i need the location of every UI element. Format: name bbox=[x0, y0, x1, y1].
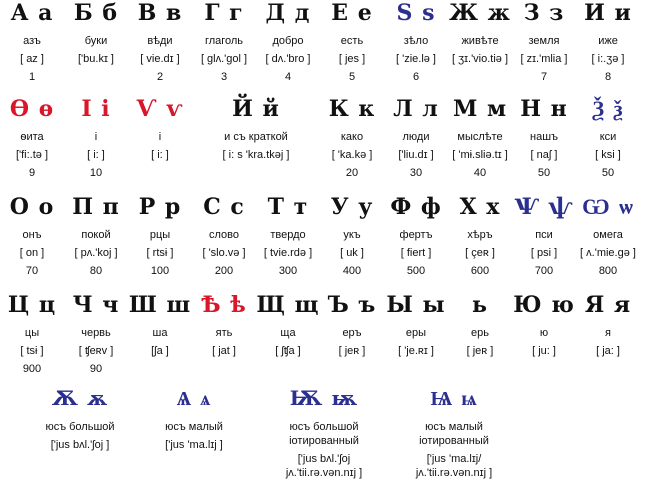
letter-pronunciation: [ tvie.rdə ] bbox=[263, 247, 313, 259]
letter-glyph: Т т bbox=[267, 194, 309, 220]
letter-pronunciation: [ fiert ] bbox=[400, 247, 432, 259]
letter-glyph: А а bbox=[10, 0, 54, 26]
letter-pronunciation: [ jeʀ ] bbox=[466, 345, 494, 357]
letter-glyph: Ѧ ѧ bbox=[176, 386, 212, 410]
letter-pronunciation: [ʃa ] bbox=[151, 345, 169, 357]
letter-pronunciation-line-2: jʌ.'tii.rə.vən.nɪj ] bbox=[415, 467, 493, 479]
letter-numeric-value: 7 bbox=[540, 71, 548, 83]
letter-glyph: З з bbox=[523, 0, 565, 26]
letter-cell bbox=[394, 386, 514, 480]
letter-pronunciation: [ ksi ] bbox=[595, 149, 621, 161]
yus-letters-row bbox=[0, 386, 668, 501]
letter-glyph: Б б bbox=[73, 0, 119, 26]
letter-pronunciation: [ ʒɪ.'vio.tiə ] bbox=[451, 53, 509, 65]
letter-cell bbox=[64, 194, 128, 278]
letter-pronunciation: [ 'mɨ.sliə.tɪ ] bbox=[452, 149, 508, 161]
letter-name: твердо bbox=[270, 229, 306, 241]
letter-glyph: Ѵ ѵ bbox=[136, 96, 184, 122]
letter-cell bbox=[128, 0, 192, 84]
letter-numeric-value: 90 bbox=[89, 363, 103, 375]
letter-cell bbox=[64, 0, 128, 70]
alphabet-row bbox=[0, 194, 668, 290]
letter-numeric-value: 80 bbox=[89, 265, 103, 277]
letter-pronunciation: [ i: ] bbox=[87, 149, 105, 161]
letter-glyph: Ъ ъ bbox=[327, 292, 377, 318]
letter-numeric-value: 8 bbox=[604, 71, 612, 83]
letter-glyph: Ф ф bbox=[390, 194, 442, 220]
letter-glyph: В в bbox=[137, 0, 183, 26]
letter-cell bbox=[192, 194, 256, 278]
letter-cell bbox=[384, 292, 448, 362]
letter-pronunciation: [ jes ] bbox=[338, 53, 366, 65]
letter-name: и съ краткой bbox=[224, 131, 288, 143]
letter-cell bbox=[256, 0, 320, 84]
letter-cell bbox=[0, 96, 64, 180]
letter-name: і bbox=[158, 131, 162, 143]
letter-glyph: Й й bbox=[232, 96, 280, 122]
letter-cell bbox=[512, 194, 576, 278]
letter-cell bbox=[320, 194, 384, 278]
letter-pronunciation: [ dʌ.'bro ] bbox=[265, 53, 311, 65]
letter-cell bbox=[512, 0, 576, 84]
letter-name: како bbox=[340, 131, 364, 143]
letter-pronunciation: [ vie.dɪ ] bbox=[140, 53, 180, 65]
letter-pronunciation: [ 'slo.və ] bbox=[202, 247, 246, 259]
letter-name: еръ bbox=[342, 327, 362, 339]
letter-name: фертъ bbox=[399, 229, 433, 241]
letter-name: вѣди bbox=[147, 35, 173, 47]
letter-numeric-value: 700 bbox=[534, 265, 554, 277]
letter-cell bbox=[256, 194, 320, 278]
letter-cell bbox=[512, 96, 576, 180]
letter-glyph: Н н bbox=[520, 96, 568, 122]
letter-pronunciation: [ ja: ] bbox=[596, 345, 620, 357]
letter-name: ща bbox=[280, 327, 296, 339]
letter-pronunciation: [ ju: ] bbox=[532, 345, 556, 357]
letter-pronunciation: [ 'ka.kə ] bbox=[331, 149, 373, 161]
letter-glyph: К к bbox=[328, 96, 376, 122]
letter-cell bbox=[576, 96, 640, 180]
letter-numeric-value: 10 bbox=[89, 167, 103, 179]
letter-glyph: Е е bbox=[331, 0, 373, 26]
letter-cell bbox=[384, 0, 448, 84]
letter-cell bbox=[64, 96, 128, 180]
letter-pronunciation: [ rtsɨ ] bbox=[146, 247, 174, 259]
letter-cell bbox=[192, 96, 320, 166]
letter-name: кси bbox=[599, 131, 617, 143]
letter-numeric-value: 5 bbox=[348, 71, 356, 83]
letter-cell bbox=[320, 292, 384, 362]
letter-numeric-value: 2 bbox=[156, 71, 164, 83]
letter-pronunciation: [ i: ] bbox=[151, 149, 169, 161]
letter-pronunciation: [ jat ] bbox=[212, 345, 236, 357]
letter-pronunciation: ['liu.dɪ ] bbox=[398, 149, 434, 161]
letter-pronunciation: [ ʃʧa ] bbox=[275, 345, 301, 357]
alphabet-row bbox=[0, 292, 668, 388]
letter-numeric-value: 300 bbox=[278, 265, 298, 277]
letter-name: хѣръ bbox=[467, 229, 493, 241]
letter-name: ѳита bbox=[20, 131, 44, 143]
letter-glyph: Ѭ ѭ bbox=[289, 386, 359, 410]
letter-name: онъ bbox=[22, 229, 42, 241]
letter-name: юсъ малый bbox=[165, 421, 223, 433]
letter-cell bbox=[264, 386, 384, 480]
letter-name: рцы bbox=[149, 229, 171, 241]
letter-pronunciation: [ 'zie.lə ] bbox=[395, 53, 436, 65]
letter-cell bbox=[576, 194, 640, 278]
letter-numeric-value: 50 bbox=[601, 167, 615, 179]
alphabet-row bbox=[0, 0, 668, 96]
letter-pronunciation-line-2: jʌ.'tii.rə.vən.nɪj ] bbox=[285, 467, 363, 479]
letter-name: я bbox=[605, 327, 611, 339]
letter-numeric-value: 30 bbox=[409, 167, 423, 179]
letter-numeric-value: 70 bbox=[25, 265, 39, 277]
letter-name: цы bbox=[24, 327, 40, 339]
letter-pronunciation: ['jus 'ma.lɪj/ bbox=[426, 453, 482, 465]
letter-glyph: Ы ы bbox=[386, 292, 446, 318]
letter-name: юсъ большой bbox=[45, 421, 115, 433]
letter-numeric-value: 4 bbox=[284, 71, 292, 83]
letter-name-line-2: іотированный bbox=[289, 435, 359, 447]
letter-glyph: І і bbox=[81, 96, 111, 122]
letter-numeric-value: 600 bbox=[470, 265, 490, 277]
letter-cell bbox=[20, 386, 140, 452]
letter-glyph: Ѱ ѱ bbox=[514, 194, 574, 220]
letter-cell bbox=[512, 292, 576, 362]
letter-pronunciation: ['jus bʌl.'ʃoj bbox=[297, 453, 351, 465]
letter-numeric-value: 6 bbox=[412, 71, 420, 83]
letter-cell bbox=[384, 96, 448, 180]
letter-pronunciation: [ i:.ʒə ] bbox=[591, 53, 625, 65]
letter-glyph: П п bbox=[72, 194, 120, 220]
letter-cell bbox=[192, 0, 256, 84]
letter-numeric-value: 500 bbox=[406, 265, 426, 277]
alphabet-row bbox=[0, 96, 668, 192]
letter-pronunciation: [ 'je.ʀɪ ] bbox=[398, 345, 434, 357]
letter-pronunciation: [ jeʀ ] bbox=[338, 345, 366, 357]
letter-glyph: О о bbox=[9, 194, 55, 220]
letter-glyph: С с bbox=[203, 194, 245, 220]
letter-cell bbox=[576, 0, 640, 84]
letter-glyph: Ѩ ѩ bbox=[430, 386, 478, 410]
letter-pronunciation: [ çeʀ ] bbox=[465, 247, 495, 259]
letter-glyph: Г г bbox=[204, 0, 244, 26]
letter-name: добро bbox=[272, 35, 304, 47]
letter-glyph: Ш ш bbox=[128, 292, 192, 318]
letter-pronunciation: ['jus bʌl.'ʃoj ] bbox=[50, 439, 110, 451]
letter-name: глаголь bbox=[204, 35, 244, 47]
letter-numeric-value: 1 bbox=[28, 71, 36, 83]
letter-name: пси bbox=[535, 229, 553, 241]
letter-cell bbox=[448, 96, 512, 180]
letter-name: есть bbox=[340, 35, 364, 47]
letter-pronunciation: ['fi:.tə ] bbox=[15, 149, 49, 161]
letter-cell bbox=[576, 292, 640, 362]
letter-cell bbox=[448, 194, 512, 278]
letter-name: мыслѣте bbox=[457, 131, 503, 143]
letter-glyph: Ѳ ѳ bbox=[9, 96, 55, 122]
letter-name: ять bbox=[215, 327, 233, 339]
letter-cell bbox=[0, 0, 64, 84]
letter-name: земля bbox=[528, 35, 560, 47]
letter-glyph: Х х bbox=[459, 194, 501, 220]
letter-cell bbox=[384, 194, 448, 278]
letter-numeric-value: 900 bbox=[22, 363, 42, 375]
letter-glyph: Ѣ ѣ bbox=[201, 292, 247, 318]
letter-glyph: Я я bbox=[584, 292, 632, 318]
letter-name: і bbox=[94, 131, 98, 143]
letter-numeric-value: 800 bbox=[598, 265, 618, 277]
letter-name: омега bbox=[593, 229, 623, 241]
letter-name: ша bbox=[152, 327, 168, 339]
letter-pronunciation: [ uk ] bbox=[340, 247, 364, 259]
letter-pronunciation: [ zɪ.'mlia ] bbox=[520, 53, 568, 65]
letter-glyph: Л л bbox=[393, 96, 439, 122]
letter-cell bbox=[256, 292, 320, 362]
letter-pronunciation: [ ʧeʀv ] bbox=[78, 345, 114, 357]
letter-name: ю bbox=[539, 327, 549, 339]
letter-numeric-value: 100 bbox=[150, 265, 170, 277]
letter-numeric-value: 50 bbox=[537, 167, 551, 179]
letter-cell bbox=[0, 194, 64, 278]
letter-numeric-value: 9 bbox=[28, 167, 36, 179]
letter-numeric-value: 200 bbox=[214, 265, 234, 277]
letter-glyph: Р р bbox=[138, 194, 182, 220]
letter-pronunciation: [ i: s 'kra.tkəj ] bbox=[222, 149, 290, 161]
letter-name: юсъ большой bbox=[289, 421, 359, 433]
letter-name: слово bbox=[209, 229, 239, 241]
letter-cell bbox=[448, 292, 512, 362]
letter-pronunciation: [ on ] bbox=[19, 247, 45, 259]
letter-cell bbox=[192, 292, 256, 362]
letter-cell bbox=[64, 292, 128, 376]
letter-cell bbox=[128, 194, 192, 278]
letter-glyph: Щ щ bbox=[256, 292, 320, 318]
letter-glyph: ь bbox=[472, 292, 488, 318]
letter-glyph: У у bbox=[330, 194, 374, 220]
letter-glyph: Ѯ ѯ bbox=[592, 96, 624, 122]
letter-glyph: Ц ц bbox=[7, 292, 57, 318]
letter-name: иже bbox=[598, 35, 618, 47]
letter-pronunciation: [ tsɨ ] bbox=[20, 345, 44, 357]
letter-cell bbox=[0, 292, 64, 376]
letter-glyph: Ж ж bbox=[449, 0, 511, 26]
letter-glyph: Д д bbox=[265, 0, 311, 26]
letter-glyph: Ѡ ѡ bbox=[582, 194, 634, 220]
letter-cell bbox=[320, 96, 384, 180]
letter-cell bbox=[320, 0, 384, 84]
letter-name: азъ bbox=[23, 35, 41, 47]
letter-pronunciation: [ glʌ.'gol ] bbox=[200, 53, 248, 65]
letter-pronunciation: ['jus 'ma.lɪj ] bbox=[165, 439, 223, 451]
letter-glyph: Ѕ ѕ bbox=[396, 0, 436, 26]
letter-numeric-value: 20 bbox=[345, 167, 359, 179]
letter-name: еры bbox=[405, 327, 427, 339]
letter-name: юсъ малый bbox=[425, 421, 483, 433]
letter-name: люди bbox=[402, 131, 430, 143]
letter-numeric-value: 40 bbox=[473, 167, 487, 179]
letter-glyph: М м bbox=[452, 96, 508, 122]
letter-pronunciation: [ psi ] bbox=[530, 247, 558, 259]
letter-pronunciation: [ az ] bbox=[20, 53, 44, 65]
letter-name: нашъ bbox=[530, 131, 558, 143]
letter-pronunciation: [ naʃ ] bbox=[530, 149, 558, 161]
letter-cell bbox=[448, 0, 512, 70]
letter-pronunciation: ['bu.kɪ ] bbox=[78, 53, 114, 65]
letter-glyph: И и bbox=[584, 0, 632, 26]
letter-pronunciation: [ ʌ.'mie.gə ] bbox=[580, 247, 636, 259]
letter-glyph: Ѫ ѫ bbox=[51, 386, 109, 410]
letter-name-line-2: іотированный bbox=[419, 435, 489, 447]
letter-name: буки bbox=[84, 35, 108, 47]
letter-cell bbox=[134, 386, 254, 452]
letter-cell bbox=[128, 96, 192, 166]
letter-pronunciation: [ pʌ.'koj ] bbox=[74, 247, 118, 259]
letter-numeric-value: 3 bbox=[220, 71, 228, 83]
letter-name: червь bbox=[81, 327, 111, 339]
letter-glyph: Ю ю bbox=[513, 292, 575, 318]
letter-name: покой bbox=[81, 229, 111, 241]
letter-name: живѣте bbox=[461, 35, 499, 47]
letter-numeric-value: 400 bbox=[342, 265, 362, 277]
letter-cell bbox=[128, 292, 192, 362]
letter-name: зѣло bbox=[403, 35, 429, 47]
letter-name: ерь bbox=[471, 327, 489, 339]
letter-name: укъ bbox=[343, 229, 361, 241]
letter-glyph: Ч ч bbox=[72, 292, 120, 318]
